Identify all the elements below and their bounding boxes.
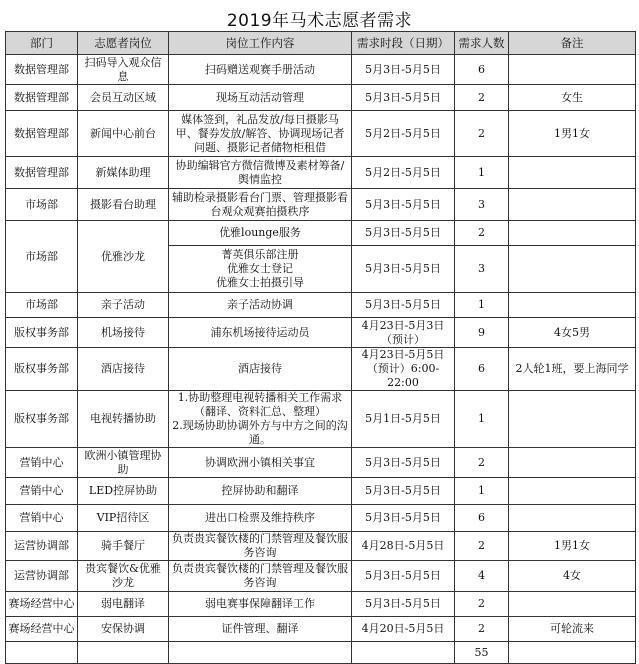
page-title: 2019年马术志愿者需求 [226,11,413,31]
table-row [6,561,636,592]
cell-period: 5月3日-5月5日 [352,221,455,246]
cell-period: 5月3日-5月5日 [352,448,455,478]
cell-note: 4女5男 [509,318,636,348]
cell-period: 5月3日-5月5日 [352,246,455,293]
cell-count: 2 [455,111,509,157]
cell-post: 新闻中心前台 [78,111,169,157]
table-row [6,617,636,642]
cell-dept: 市场部 [6,293,78,318]
table-row [6,55,636,85]
total-count: 55 [455,642,509,664]
cell-count: 1 [455,157,509,189]
cell-dept: 版权事务部 [6,318,78,348]
cell-note [509,246,636,293]
header-note: 备注 [509,32,636,55]
cell-note: 2人轮1班，要上海同学 [509,348,636,391]
cell-desc: 浦东机场接待运动员 [169,318,352,348]
cell-dept: 版权事务部 [6,348,78,391]
cell-note: 4女 [509,561,636,592]
cell-note [509,55,636,85]
cell-period: 5月3日-5月5日 [352,505,455,532]
cell-desc: 负责贵宾餐饮楼的门禁管理及餐饮服务咨询 [169,561,352,592]
cell-period: 4月20日-5月5日 [352,617,455,642]
cell-dept: 数据管理部 [6,55,78,85]
cell-count: 2 [455,221,509,246]
table-row [6,318,636,348]
cell-desc: 辅助检录摄影看台门票、管理摄影看台观众观赛拍摄秩序 [169,189,352,221]
cell-count: 2 [455,592,509,617]
cell-post: 贵宾餐饮&优雅沙龙 [78,561,169,592]
cell-count: 6 [455,505,509,532]
table-row [6,478,636,505]
cell-post: 机场接待 [78,318,169,348]
cell-period: 5月3日-5月5日 [352,55,455,85]
cell-dept: 数据管理部 [6,85,78,111]
cell-post: 会员互动区域 [78,85,169,111]
cell-desc: 菁英俱乐部注册 优雅女士登记 优雅女士拍摄引导 [169,246,352,293]
cell-desc: 现场互动活动管理 [169,85,352,111]
table-row [6,111,636,157]
table-row [6,391,636,448]
table-row [6,505,636,532]
cell-note [509,592,636,617]
cell-note [509,157,636,189]
cell-count: 1 [455,293,509,318]
cell-desc: 酒店接待 [169,348,352,391]
cell-post: 扫码导入观众信息 [78,55,169,85]
cell-period: 4月28日-5月5日 [352,532,455,561]
cell-period: 5月2日-5月5日 [352,157,455,189]
cell-count: 1 [455,391,509,448]
header-count: 需求人数 [455,32,509,55]
cell-desc: 媒体签到，礼品发放/每日摄影马甲、餐券发放/解答、协调现场记者问题、摄影记者储物柜租借 [169,111,352,157]
cell-count: 9 [455,318,509,348]
cell-period: 4月23日-5月5日（预计）6:00-22:00 [352,348,455,391]
cell-dept: 营销中心 [6,505,78,532]
cell-period: 4月23日-5月3日（预计） [352,318,455,348]
cell-note: 可轮流来 [509,617,636,642]
cell-dept: 运营协调部 [6,561,78,592]
cell-dept: 营销中心 [6,448,78,478]
table-row [6,189,636,221]
cell-count: 2 [455,448,509,478]
cell-dept: 版权事务部 [6,391,78,448]
table-row [6,348,636,391]
cell-note [509,189,636,221]
cell-dept: 数据管理部 [6,157,78,189]
cell-dept: 数据管理部 [6,111,78,157]
cell-period: 5月3日-5月5日 [352,189,455,221]
cell-period: 5月3日-5月5日 [352,561,455,592]
cell-post: 酒店接待 [78,348,169,391]
cell-period: 5月3日-5月5日 [352,293,455,318]
cell-post: VIP招待区 [78,505,169,532]
cell-note [509,505,636,532]
cell-count: 1 [455,478,509,505]
cell-post: 新媒体助理 [78,157,169,189]
cell-desc: 负责贵宾餐饮楼的门禁管理及餐饮服务咨询 [169,532,352,561]
cell-count: 2 [455,617,509,642]
cell-desc: 扫码赠送观赛手册活动 [169,55,352,85]
cell-period: 5月1日-5月5日 [352,391,455,448]
cell-note [509,391,636,448]
header-desc: 岗位工作内容 [169,32,352,55]
cell-dept: 市场部 [6,221,78,293]
cell-desc: 协助编辑官方微信微博及素材筹备/舆情监控 [169,157,352,189]
header-period: 需求时段（日期） [352,32,455,55]
cell-post: LED控屏协助 [78,478,169,505]
cell-period: 5月3日-5月5日 [352,478,455,505]
cell-post: 安保协调 [78,617,169,642]
cell-post: 欧洲小镇管理协助 [78,448,169,478]
cell-count: 6 [455,348,509,391]
cell-desc: 进出口检票及维持秩序 [169,505,352,532]
table-row [6,448,636,478]
cell-post: 亲子活动 [78,293,169,318]
cell-desc: 1.协助整理电视转播相关工作需求（翻译、资料汇总、整理） 2.现场协助协调外方与中方之间的沟通。 [169,391,352,448]
cell-dept: 赛场经营中心 [6,592,78,617]
cell-note [509,448,636,478]
header-row [6,32,636,55]
cell-period: 5月2日-5月5日 [352,111,455,157]
cell-dept: 营销中心 [6,478,78,505]
cell-desc: 证件管理、翻译 [169,617,352,642]
cell-post: 优雅沙龙 [78,221,169,293]
table-row [6,293,636,318]
table-row [6,532,636,561]
table-row [6,592,636,617]
cell-count: 2 [455,85,509,111]
header-dept: 部门 [6,32,78,55]
cell-note [509,293,636,318]
cell-desc: 控屏协助和翻译 [169,478,352,505]
cell-post: 摄影看台助理 [78,189,169,221]
header-post: 志愿者岗位 [78,32,169,55]
cell-post: 电视转播协助 [78,391,169,448]
cell-note: 女生 [509,85,636,111]
cell-desc: 协调欧洲小镇相关事宜 [169,448,352,478]
cell-count: 6 [455,55,509,85]
table-row [6,157,636,189]
cell-post: 弱电翻译 [78,592,169,617]
table-row [6,85,636,111]
table-row [6,221,636,246]
cell-dept: 赛场经营中心 [6,617,78,642]
cell-dept: 市场部 [6,189,78,221]
total-row [6,642,636,664]
cell-desc: 优雅lounge服务 [169,221,352,246]
cell-note [509,221,636,246]
cell-desc: 弱电赛事保障翻译工作 [169,592,352,617]
cell-count: 2 [455,532,509,561]
cell-count: 3 [455,189,509,221]
cell-count: 3 [455,246,509,293]
cell-note [509,478,636,505]
volunteer-table [5,31,636,664]
cell-period: 5月3日-5月5日 [352,85,455,111]
cell-dept: 运营协调部 [6,532,78,561]
cell-desc: 亲子活动协调 [169,293,352,318]
cell-period: 5月3日-5月5日 [352,592,455,617]
cell-note: 1男1女 [509,532,636,561]
cell-note: 1男1女 [509,111,636,157]
cell-count: 4 [455,561,509,592]
cell-post: 骑手餐厅 [78,532,169,561]
